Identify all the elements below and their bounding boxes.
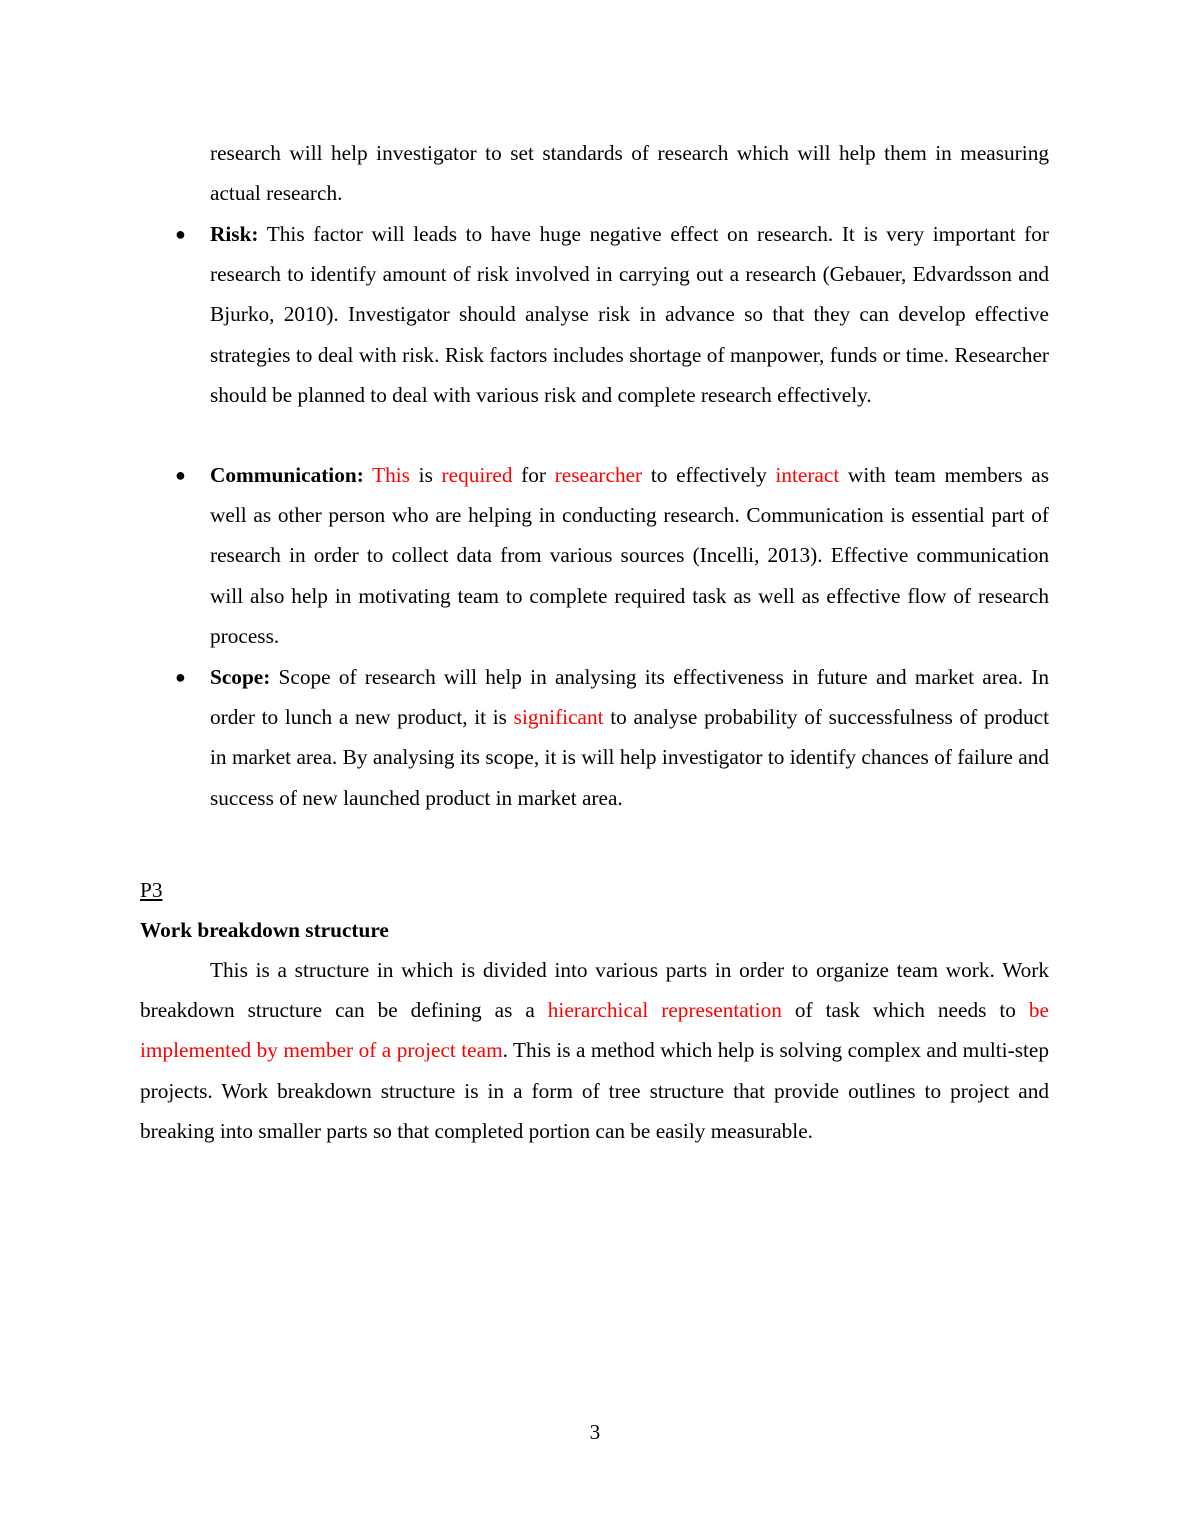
section-label: P3 [140, 878, 163, 902]
bullet-scope [210, 657, 1049, 818]
bullet-text: This factor will leads to have huge negative effect on research. It is very important for research to identify amount of risk involved in carrying out a research (Gebauer, Edvardsson and Bjurko, 2010). Investigator should analyse risk in advance so that they can develop effective strategies to deal with risk. Risk factors includes shortage of manpower, funds or time. Researcher should be planned to deal with various risk and complete research effectively. [210, 222, 1049, 407]
body-text: of task which needs to [781, 998, 1029, 1023]
body-text: . This is a method which help is solving complex and multi-step projects. Work breakdown structure is in a form of tree structure that provide outlines to project and breaking into smaller parts so that completed portion can be easily measurable. [140, 1038, 1049, 1143]
highlighted-word: interact [775, 463, 840, 487]
bullet-dot-icon: ● [175, 224, 186, 244]
intro-continuation-paragraph: research will help investigator to set standards of research which will help them in measuring actual research. [210, 141, 1049, 206]
section-heading: Work breakdown structure [140, 918, 389, 942]
bullet-text: with team members as well as other person who are helping in conducting research. Communication is essential part of research in order to collect data from various sources (Incelli, 2013). Effective communication will also help in motivating team to complete required task as well as effective flow of research process. [210, 463, 1050, 648]
highlighted-phrase: hierarchical representation [547, 998, 782, 1023]
highlighted-phrase: be implemented by member of a project team [140, 998, 1050, 1063]
section-body-paragraph [140, 950, 1049, 1151]
highlighted-word: researcher [554, 463, 643, 487]
highlighted-word: required [441, 463, 513, 487]
bullet-term: Communication: [210, 463, 364, 487]
bullet-communication [210, 455, 1049, 656]
bullet-risk [210, 214, 1049, 415]
bullet-text [364, 463, 372, 487]
bullet-dot-icon: ● [175, 667, 186, 687]
highlighted-word: significant [513, 705, 604, 730]
body-text: This is a structure in which is divided into various parts in order to organize team work. Work breakdown structure can be defining as a [140, 958, 1049, 1023]
bullet-text: is [409, 463, 442, 487]
page-number: 3 [589, 1420, 601, 1444]
highlighted-word: This [372, 463, 410, 487]
bullet-dot-icon: ● [175, 465, 186, 485]
bullet-text: for [512, 463, 555, 487]
bullet-term: Scope: [210, 665, 271, 689]
bullet-text: to analyse probability of successfulness of product in market area. By analysing its scope, it is will help investigator to identify chances of failure and success of new launched product in market area. [210, 705, 1050, 810]
bullet-text: Scope of research will help in analysing its effectiveness in future and market area. In order to lunch a new product, it is [210, 665, 1049, 730]
bullet-term: Risk: [210, 222, 259, 246]
bullet-text: to effectively [642, 463, 776, 487]
